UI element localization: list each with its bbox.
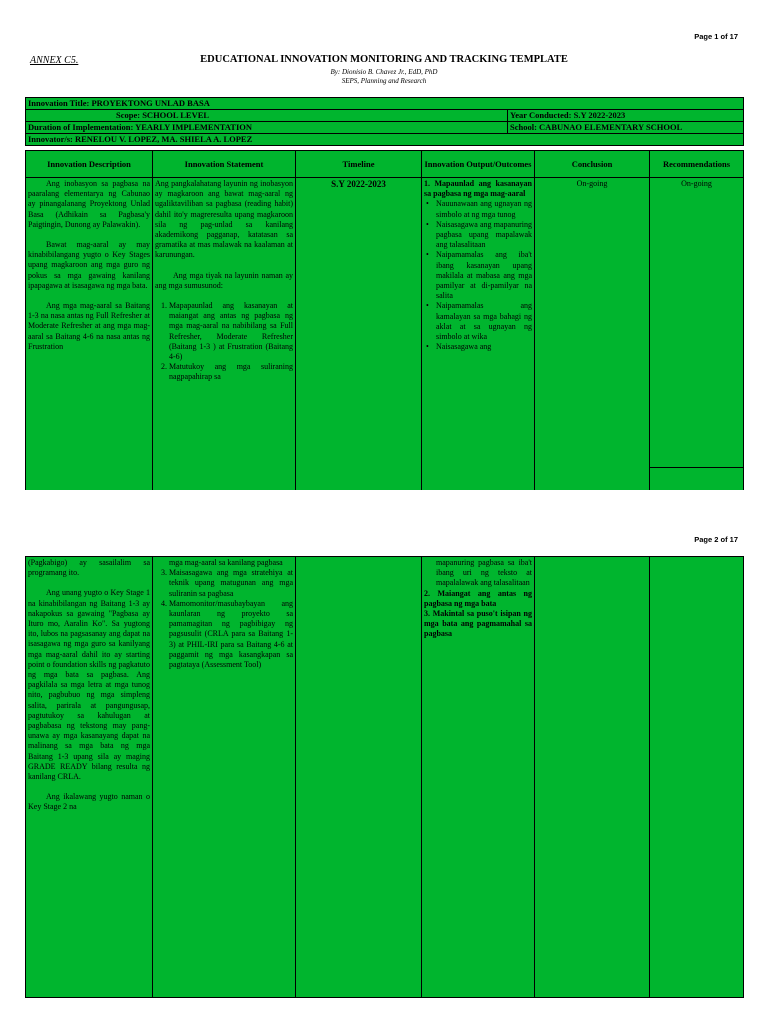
- author-byline: By: Dionisio B. Chavez Jr., EdD, PhD: [330, 68, 438, 76]
- document-page-2: [0, 528, 768, 1024]
- description-para: Ang mga mag-aaral sa Baitang 1-3 na nasa antas ng Full Refresher at Moderate Refresher at ang mga mag-aaral sa Baitang 4-6 na nasa antas ng Frustration: [28, 301, 150, 351]
- output-heading: 1. Mapaunlad ang kasanayan sa pagbasa ng mga mag-aaral: [424, 179, 532, 199]
- output-bullet: • Naisasagawa ang mapanuring pagbasa upang mapalawak ang talasalitaan: [436, 220, 532, 251]
- description-para: Ang ikalawang yugto naman o Key Stage 2 na: [28, 792, 150, 812]
- recommendations-cell: [650, 178, 744, 468]
- objective-item: 3. Maisasagawa ang mga stratehiya at teknik upang matugunan ang mga suliranin sa pagbasa: [169, 568, 293, 599]
- objective-item: 4. Mamomonitor/masubaybayan ang kaunlaran ng proyekto sa pamamagitan ng pagbibigay ng pagsusulit (CRLA para sa Baitang 1-3) at PHIL-IRI para sa Baitang 4-6 at paggamit ng mga kasangkapan sa pagtataya (Assessment Tool): [169, 599, 293, 670]
- objective-item: 2. Matutukoy ang mga suliraning nagpapahirap sa: [169, 362, 293, 382]
- header-recommendations: Recommendations: [650, 151, 744, 178]
- header-statement: Innovation Statement: [153, 151, 296, 178]
- innovators: Innovator/s: RENELOU V. LOPEZ, MA. SHIELA A. LOPEZ: [26, 134, 744, 146]
- output-bullet: • Nauunawaan ang ugnayan ng simbolo at ng mga tunog: [436, 199, 532, 219]
- document-page-1: [0, 0, 768, 490]
- document-title: EDUCATIONAL INNOVATION MONITORING AND TRACKING TEMPLATE: [200, 54, 568, 65]
- conclusion-cell: [535, 557, 650, 998]
- info-table: [25, 97, 744, 146]
- description-cell: [26, 557, 153, 998]
- recommendations-value: On-going: [681, 179, 712, 188]
- page-number: Page 2 of 17: [694, 535, 738, 544]
- timeline-value: S.Y 2022-2023: [331, 179, 386, 189]
- description-para: Bawat mag-aaral ay may kinabibilangang yugto o Key Stages upang magkaroon ang mga guro ng pokus sa mga gawaing kanilang ipapagawa at isasagawa ng mga bata.: [28, 240, 150, 290]
- duration: Duration of Implementation: YEARLY IMPLEMENTATION: [26, 122, 508, 134]
- innovation-title: Innovation Title: PROYEKTONG UNLAD BASA: [26, 98, 744, 110]
- header-conclusion: Conclusion: [535, 151, 650, 178]
- description-para: Ang inobasyon sa pagbasa na paaralang elementarya ng Cabunao ay pinangalanang Proyektong Unlad Basa (Adhikain sa Pagbasa'y Paigtingin, Dunong ay Palawakin).: [28, 179, 150, 229]
- output-bullet: • Naipamamalas ang kamalayan sa mga bahagi ng aklat at sa ugnayan ng simbolo at wika: [436, 301, 532, 342]
- output-bullet: • Naisasagawa ang: [436, 342, 532, 352]
- statement-intro: Ang pangkalahatang layunin ng inobasyon ay magkaroon ang bawat mag-aaral ng ugaliktaviliban sa pagbasa (reading habit) dahil ito'y magreresulta upang magkaroon sila ng pag-unlad sa kanilang akademikong pagganap, katatasan sa gramatika at mas malawak na kaalaman at karunungan.: [155, 179, 293, 260]
- header-description: Innovation Description: [26, 151, 153, 178]
- output-bullet-continued: mapanuring pagbasa sa iba't ibang uri ng teksto at mapalalawak ang talasalitaan: [436, 558, 532, 588]
- output-bullet: • Naipamamalas ang iba't ibang kasanayan upang makilala at mabasa ang mga pamilyar at di-pamilyar na salita: [436, 250, 532, 301]
- conclusion-value: On-going: [576, 179, 608, 188]
- scope: Scope: SCHOOL LEVEL: [26, 110, 508, 122]
- author-office: SEPS, Planning and Research: [341, 77, 427, 85]
- objectives-intro: Ang mga tiyak na layunin naman ay ang mga sumusunod:: [155, 270, 293, 290]
- page-gap: [0, 490, 768, 528]
- output-item: 3. Makintal sa puso't isipan ng mga bata ang pagmamahal sa pagbasa: [424, 609, 532, 639]
- output-cell: [422, 557, 535, 998]
- header-output: Innovation Output/Outcomes: [422, 151, 535, 178]
- annex-label: ANNEX C5.: [30, 55, 79, 66]
- page-number: Page 1 of 17: [694, 32, 738, 41]
- description-para: (Pagkabigo) ay sasailalim sa programang ito.: [28, 558, 150, 578]
- objective-item: 1. Mapapaunlad ang kasanayan at maiangat ang antas ng pagbasa ng mga mag-aaral na nabibilang sa Full Refresher, Moderate Refresher (Baitang 1-3 ) at Frustration (Baitang 4-6): [169, 301, 293, 362]
- header-timeline: Timeline: [296, 151, 422, 178]
- year-conducted: Year Conducted: S.Y 2022-2023: [508, 110, 744, 122]
- recommendations-cell: [650, 557, 744, 998]
- statement-cell: [153, 557, 296, 998]
- objective-continued: mga mag-aaral sa kanilang pagbasa: [169, 558, 283, 567]
- description-para: Ang unang yugto o Key Stage 1 na kinabibilangan ng Baitang 1-3 ay nakapokus sa gawaing "Pagbasa ay Ituro mo, Aaralin Ko". Sa yugtong ito, lubos na pagsasanay ang dapat na isasagawa ng mga guro sa kanilyang mga mag-aaral dahil ito ay starting point o foundation skills ng pagkatuto ng mga bata sa pagbasa. Ang pagkilala sa mga letra at mga tunog nito, pagbubuo ng mga simpleng salita, parirala at pangungusap, pagtutukoy sa kahulugan at pagbabasa ng tekstong may pang-unawa ay mga kasanayang dapat na malinang sa mga bata ng mga Baitang 1-3 upang sila ay maging GRADE READY bilang resulta ng kanilang CRLA.: [28, 588, 150, 782]
- monitoring-table-continued: [25, 556, 744, 998]
- output-item: 2. Maiangat ang antas ng pagbasa ng mga bata: [424, 588, 532, 608]
- school-name: School: CABUNAO ELEMENTARY SCHOOL: [508, 122, 744, 134]
- timeline-cell: [296, 557, 422, 998]
